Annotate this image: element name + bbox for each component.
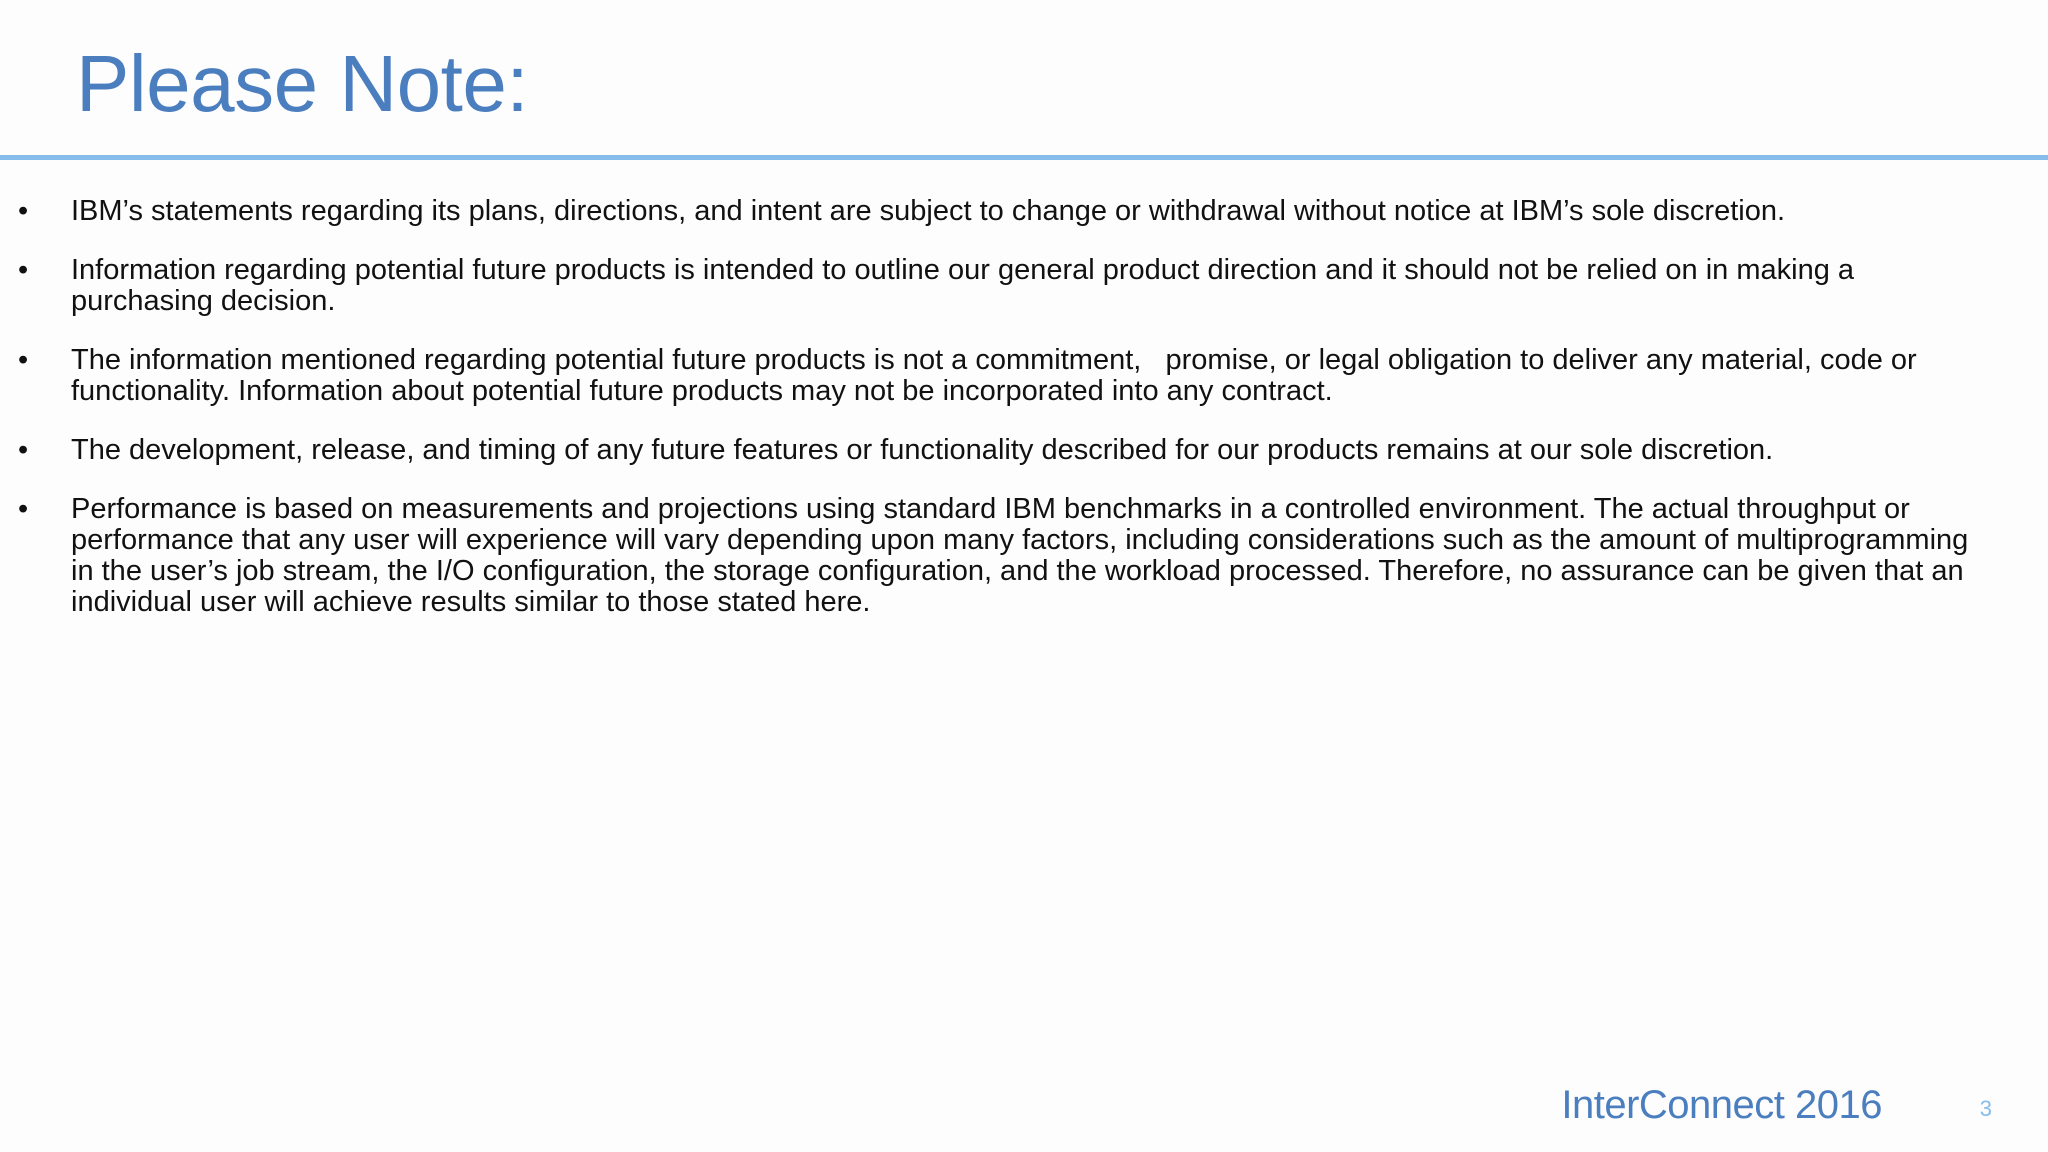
bullet-marker: •	[18, 254, 29, 286]
bullet-item	[0, 345, 1990, 407]
bullet-text: The development, release, and timing of any future features or functionality described for our products remains at our sole discretion.	[71, 434, 1774, 466]
bullet-text: Information regarding potential future products is intended to outline our general product direction and it should not be relied on in making a purchasing decision.	[71, 254, 1855, 317]
bullet-text: IBM’s statements regarding its plans, directions, and intent are subject to change or withdrawal without notice at IBM’s sole discretion.	[71, 195, 1786, 227]
bullet-marker: •	[18, 344, 29, 376]
page-number: 3	[1979, 1096, 1992, 1121]
title-divider	[0, 155, 2048, 160]
bullet-marker: •	[18, 493, 29, 525]
bullet-text: Performance is based on measurements and projections using standard IBM benchmarks in a controlled environment. The actual throughput or performance that any user will experience will vary depending upon many factors, including considerations such as the amount of multiprogramming in the user’s job stream, the I/O configuration, the storage configuration, and the workload processed. Therefore, no assurance can be given that an individual user will achieve results similar to those stated here.	[71, 493, 1969, 618]
bullet-marker: •	[18, 434, 29, 466]
bullet-item	[0, 494, 1990, 618]
slide-title: Please Note:	[76, 39, 529, 128]
bullet-item	[0, 435, 1990, 466]
bullet-item	[0, 196, 1990, 227]
footer-brand: InterConnect 2016	[1561, 1083, 1882, 1127]
bullet-text: The information mentioned regarding potential future products is not a commitment, promise, or legal obligation to deliver any material, code or functionality. Information about potential future products may not be incorporated into any contract.	[71, 344, 1925, 407]
bullet-marker: •	[18, 195, 29, 227]
bullet-list	[0, 196, 1990, 646]
bullet-item	[0, 255, 1990, 317]
